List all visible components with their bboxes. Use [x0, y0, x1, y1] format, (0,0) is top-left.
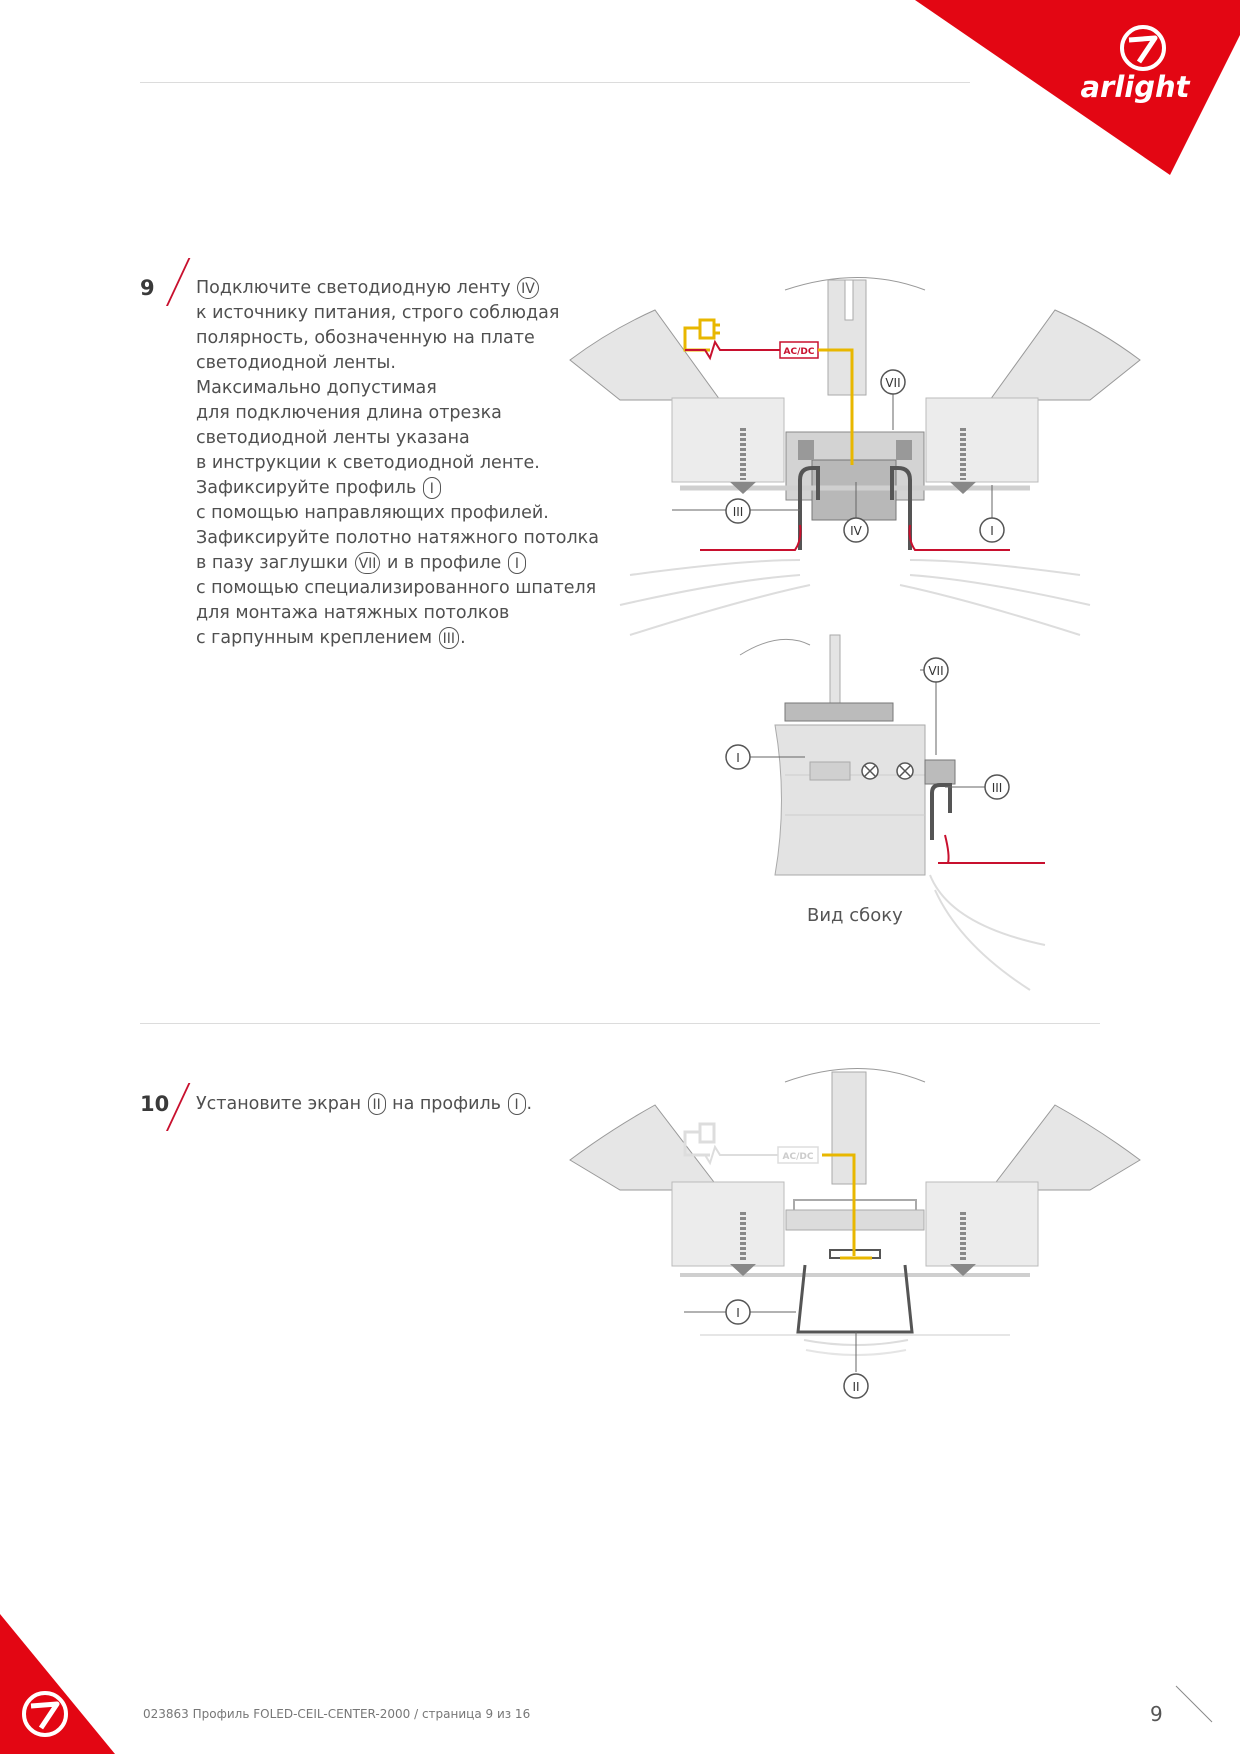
- callout-ii-fig3: II: [852, 1380, 860, 1394]
- text-segment: в инструкции к светодиодной ленте.: [196, 453, 540, 473]
- roman-callout: I: [423, 477, 441, 499]
- text-line: [196, 526, 599, 551]
- text-segment: .: [460, 628, 466, 648]
- callout-i-side: I: [736, 751, 740, 765]
- text-segment: Зафиксируйте полотно натяжного потолка: [196, 528, 599, 548]
- roman-callout: IV: [517, 277, 539, 299]
- text-segment: Зафиксируйте профиль: [196, 478, 422, 498]
- brand-corner-bottom: [0, 1614, 120, 1754]
- text-segment: светодиодной ленты.: [196, 353, 396, 373]
- text-line: [196, 301, 599, 326]
- plug-icon: [700, 1124, 714, 1142]
- callout-vii-side: VII: [928, 664, 944, 678]
- text-line: [196, 501, 599, 526]
- brand-corner: [915, 0, 1240, 175]
- step-9-slash: [166, 258, 190, 306]
- roman-callout: I: [508, 1093, 526, 1115]
- text-line: [196, 351, 599, 376]
- text-line: [196, 401, 599, 426]
- roman-callout: II: [368, 1093, 386, 1115]
- acdc-label-faded: AC/DC: [782, 1152, 814, 1162]
- text-segment: светодиодной ленты указана: [196, 428, 470, 448]
- text-line: [196, 426, 599, 451]
- text-segment: в пазу заглушки: [196, 553, 354, 573]
- page-corner-line: [1174, 1684, 1214, 1724]
- callout-vii: VII: [885, 376, 901, 390]
- page-number: 9: [1150, 1702, 1163, 1726]
- text-segment: к источнику питания, строго соблюдая: [196, 303, 560, 323]
- step-9-number: 9: [140, 276, 155, 300]
- text-segment: и в профиле: [381, 553, 507, 573]
- side-view-caption: Вид сбоку: [807, 905, 903, 926]
- roman-callout: I: [508, 552, 526, 574]
- text-segment: Установите экран: [196, 1094, 367, 1114]
- text-line: [196, 476, 599, 501]
- text-segment: для подключения длина отрезка: [196, 403, 502, 423]
- text-line: [196, 1092, 532, 1117]
- callout-iii-side: III: [991, 781, 1003, 795]
- callout-iii: III: [732, 505, 744, 519]
- text-segment: Подключите светодиодную ленту: [196, 278, 517, 298]
- text-segment: на профиль: [386, 1094, 507, 1114]
- brand-wordmark: arlight: [1080, 70, 1190, 104]
- plug-icon: [700, 320, 714, 338]
- text-line: [196, 376, 599, 401]
- figure-3-screen-install: [560, 1060, 1150, 1400]
- callout-iv: IV: [850, 524, 862, 538]
- screw-head-icon: [862, 763, 878, 779]
- roman-callout: VII: [355, 552, 381, 574]
- step-10-slash: [166, 1083, 190, 1131]
- text-line: [196, 626, 599, 651]
- screw-head-icon: [897, 763, 913, 779]
- text-line: [196, 326, 599, 351]
- top-divider: [140, 82, 970, 83]
- text-line: [196, 576, 599, 601]
- text-line: [196, 551, 599, 576]
- step-10-text: [196, 1092, 532, 1117]
- text-segment: для монтажа натяжных потолков: [196, 603, 510, 623]
- figure-2-side-view: [700, 625, 1070, 995]
- figure-1-cross-section: [560, 270, 1150, 660]
- text-line: [196, 451, 599, 476]
- text-line: [196, 601, 599, 626]
- text-segment: с помощью направляющих профилей.: [196, 503, 549, 523]
- acdc-label: AC/DC: [783, 347, 815, 357]
- text-segment: с гарпунным креплением: [196, 628, 438, 648]
- roman-callout: III: [439, 627, 459, 649]
- footer-doc-info: 023863 Профиль FOLED-CEIL-CENTER-2000 / страница 9 из 16: [143, 1707, 531, 1721]
- mid-divider: [140, 1023, 1100, 1024]
- callout-i-fig3: I: [736, 1306, 740, 1320]
- text-line: [196, 276, 599, 301]
- text-segment: полярность, обозначенную на плате: [196, 328, 535, 348]
- brand-triangle: [915, 0, 1240, 175]
- text-segment: Максимально допустимая: [196, 378, 437, 398]
- step-10-number: 10: [140, 1092, 170, 1116]
- step-9-text: [196, 276, 599, 651]
- callout-i: I: [990, 524, 994, 538]
- text-segment: .: [526, 1094, 533, 1114]
- text-segment: с помощью специализированного шпателя: [196, 578, 597, 598]
